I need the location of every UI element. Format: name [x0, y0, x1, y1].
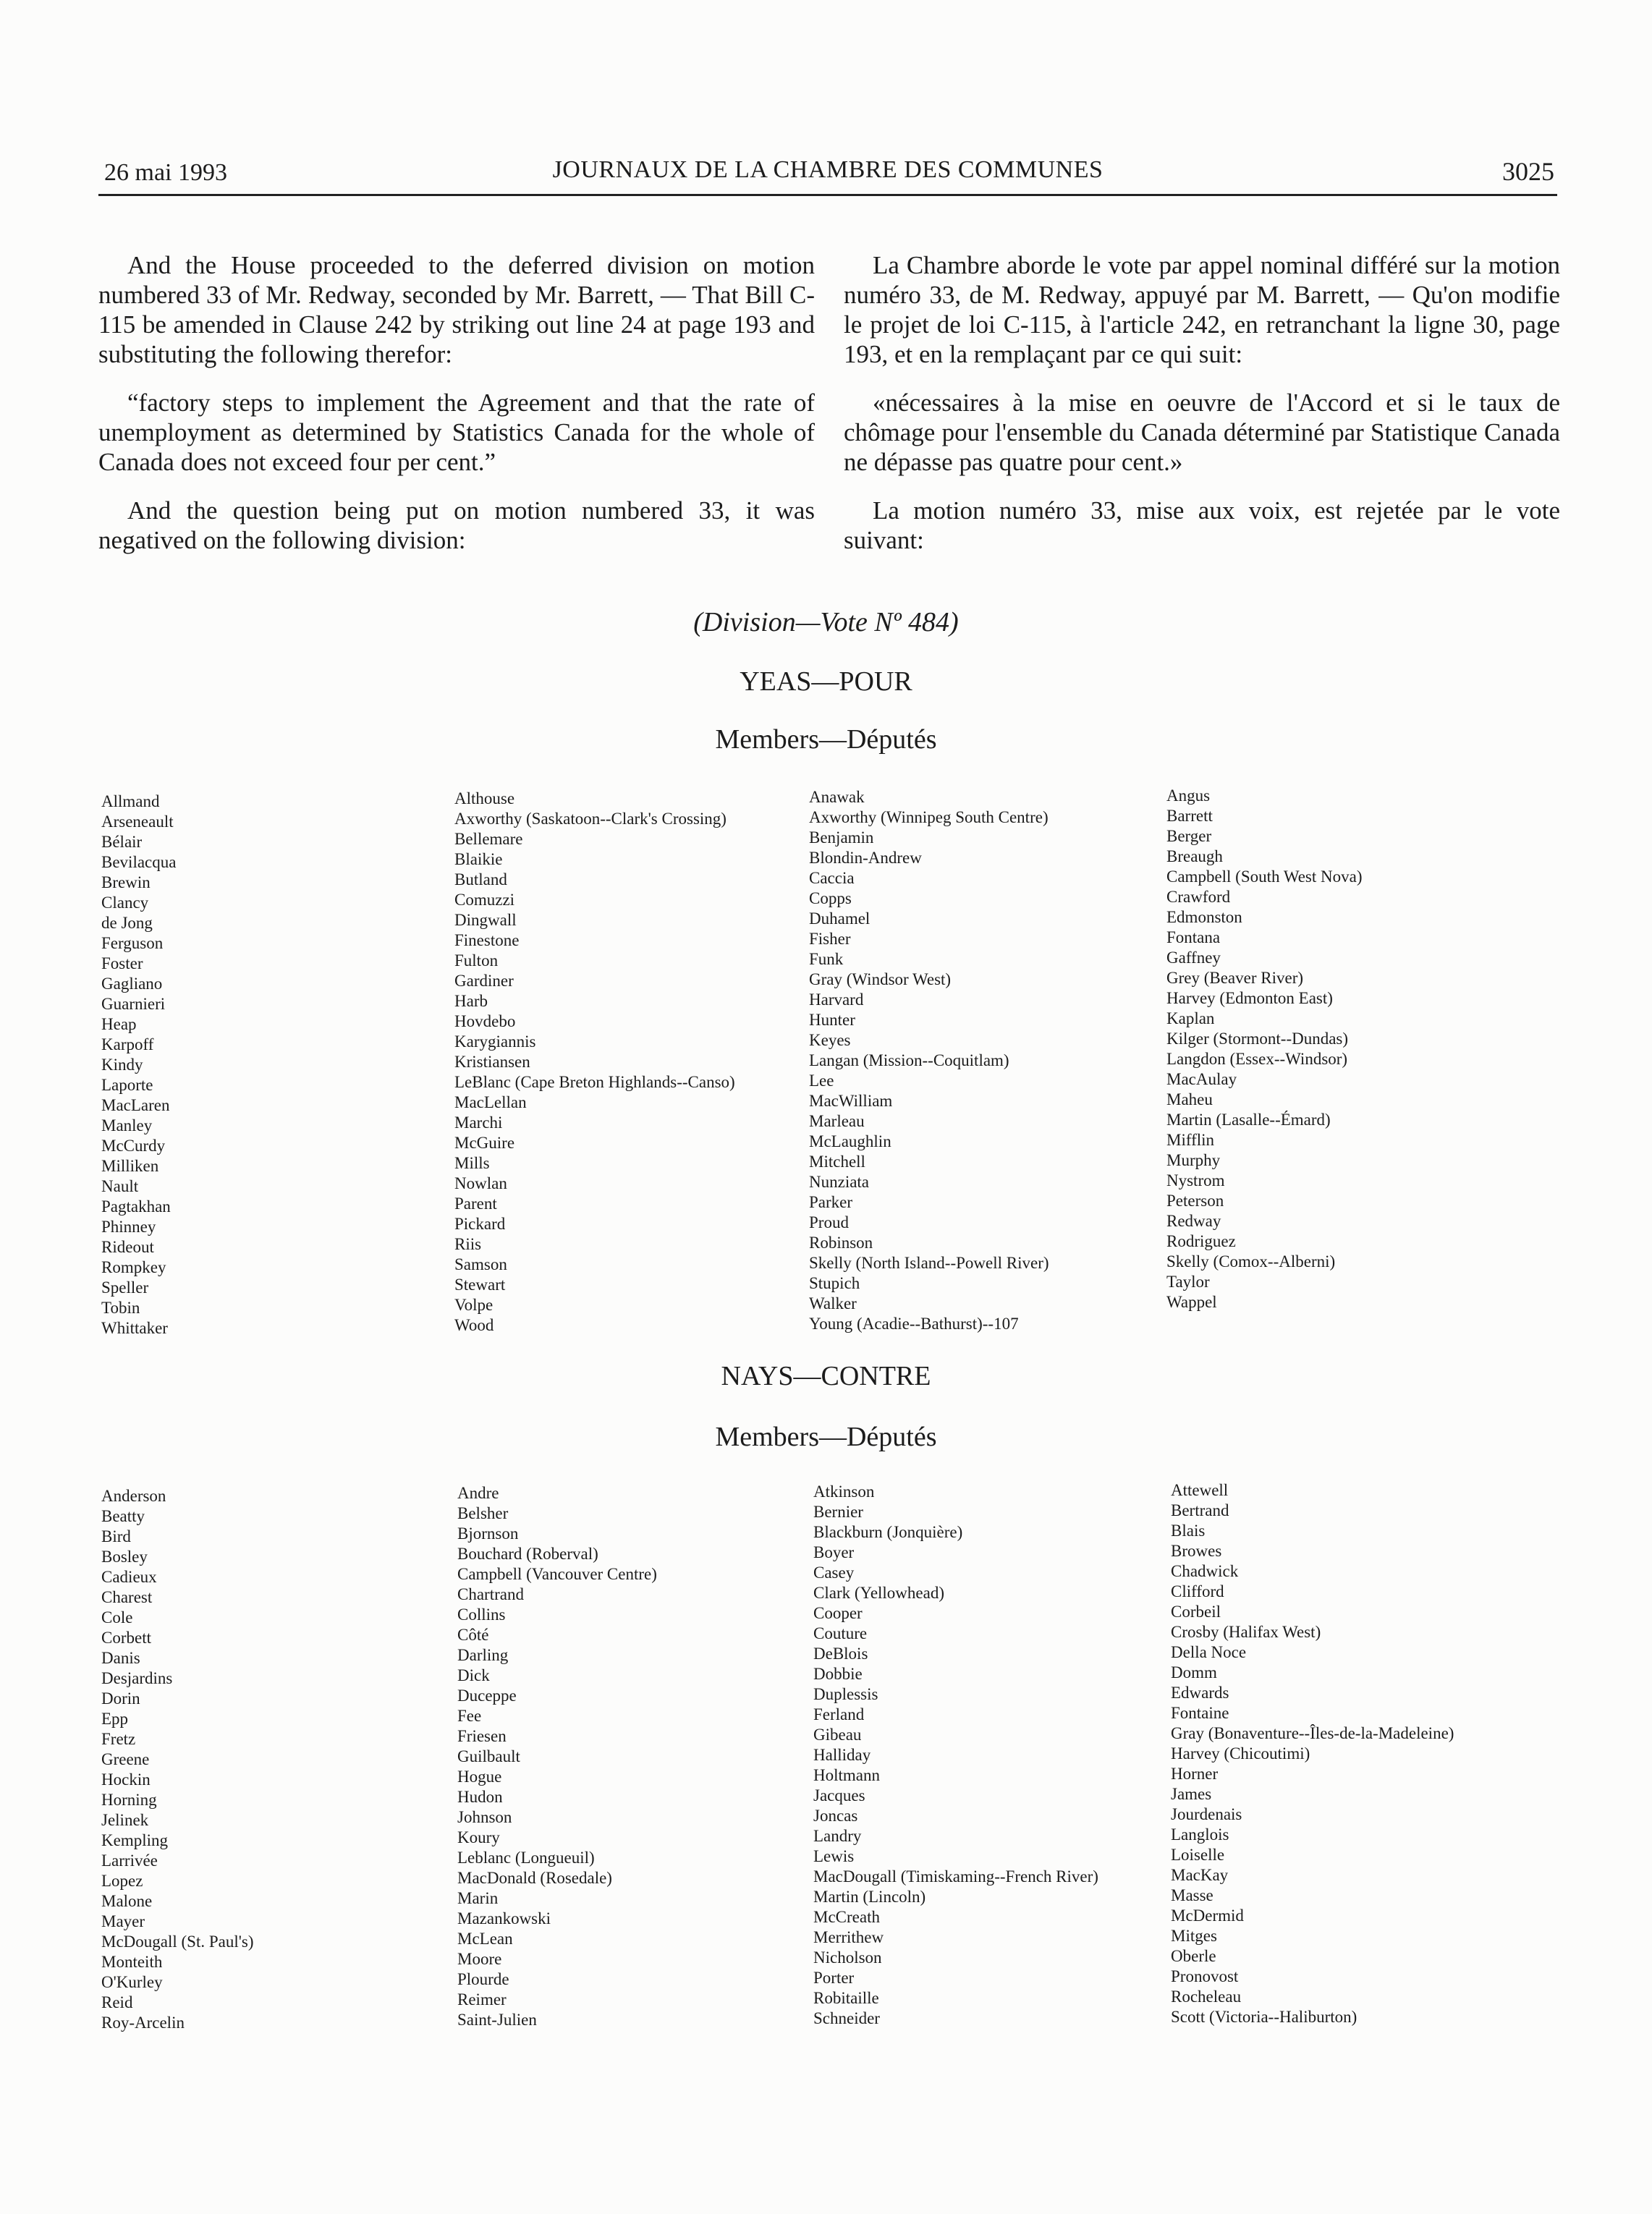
member-name: Gagliano [101, 975, 163, 993]
french-quoted-text: «nécessaires à la mise en oeuvre de l'Accord et si le taux de chômage pour l'ensemble du Canada déterminé par Statistique Canada ne dépasse pas quatre pour cent.» [844, 389, 1560, 476]
member-name: Tobin [101, 1299, 140, 1317]
member-name: Hockin [101, 1770, 151, 1789]
page-number: 3025 [1502, 157, 1554, 186]
member-name: Loiselle [1171, 1846, 1225, 1864]
member-name: Bjornson [457, 1524, 519, 1543]
member-name: MacLellan [454, 1093, 527, 1111]
member-name: Volpe [454, 1296, 494, 1314]
french-motion-paragraph: La Chambre aborde le vote par appel nominal différé sur la motion numéro 33, de M. Redway, appuyé par M. Barrett, — Qu'on modifie le projet de loi C-115, à l'article 242, en retranchant la ligne 30, page 193, et en la remplaçant par ce qui suit: [844, 251, 1560, 368]
member-name: Chadwick [1171, 1562, 1239, 1580]
member-name: Couture [813, 1624, 868, 1642]
yeas-list-column-3 [809, 787, 1156, 1334]
member-name: Samson [454, 1255, 507, 1273]
member-name: Caccia [809, 869, 855, 887]
member-name: Harb [454, 992, 488, 1010]
member-name: Masse [1171, 1886, 1213, 1904]
member-name: Atkinson [813, 1483, 875, 1501]
member-name: Kilger (Stormont--Dundas) [1166, 1030, 1349, 1048]
member-name: Edmonston [1166, 908, 1242, 926]
member-name: Foster [101, 954, 143, 972]
member-name: Ferland [813, 1705, 865, 1723]
member-name: Horner [1171, 1765, 1219, 1783]
member-name: Porter [813, 1969, 855, 1987]
member-name: Casey [813, 1564, 855, 1582]
member-name: Young (Acadie--Bathurst)--107 [809, 1315, 1019, 1333]
member-name: Pickard [454, 1215, 506, 1233]
member-name: Corbeil [1171, 1603, 1221, 1621]
member-name: Bouchard (Roberval) [457, 1545, 598, 1563]
member-name: de Jong [101, 914, 153, 932]
member-name: Kindy [101, 1056, 143, 1074]
member-name: Clark (Yellowhead) [813, 1584, 944, 1602]
member-name: Saint-Julien [457, 2011, 537, 2029]
member-name: Bertrand [1171, 1501, 1229, 1519]
member-name: Hovdebo [454, 1012, 516, 1030]
member-name: Lee [809, 1072, 834, 1090]
member-name: Walker [809, 1294, 857, 1312]
member-name: Mills [454, 1154, 490, 1172]
member-name: Greene [101, 1750, 150, 1768]
member-name: Lopez [101, 1872, 143, 1890]
member-name: Axworthy (Winnipeg South Centre) [809, 808, 1049, 826]
member-name: MacLaren [101, 1096, 170, 1114]
member-name: MacKay [1171, 1866, 1229, 1884]
member-name: Berger [1166, 827, 1212, 845]
member-name: Blais [1171, 1522, 1206, 1540]
member-name: Holtmann [813, 1766, 880, 1784]
member-name: Belsher [457, 1504, 509, 1522]
member-name: McLaughlin [809, 1132, 891, 1150]
member-name: Skelly (Comox--Alberni) [1166, 1252, 1336, 1271]
member-name: Rodriguez [1166, 1232, 1236, 1250]
member-name: Blaikie [454, 850, 503, 868]
member-name: Desjardins [101, 1669, 173, 1687]
member-name: Edwards [1171, 1684, 1229, 1702]
nays-list-column-3 [813, 1482, 1161, 2029]
member-name: Darling [457, 1646, 509, 1664]
member-name: Bellemare [454, 830, 523, 848]
member-name: Pronovost [1171, 1967, 1239, 1985]
member-name: Maheu [1166, 1090, 1213, 1108]
member-name: Wood [454, 1316, 494, 1334]
yeas-subheading: Members—Députés [715, 724, 937, 755]
member-name: Gaffney [1166, 949, 1221, 967]
member-name: DeBlois [813, 1645, 868, 1663]
member-name: Della Noce [1171, 1643, 1247, 1661]
member-name: Côté [457, 1626, 489, 1644]
member-name: Danis [101, 1649, 140, 1667]
member-name: Mifflin [1166, 1131, 1215, 1149]
member-name: Redway [1166, 1212, 1221, 1230]
member-name: Karygiannis [454, 1032, 536, 1051]
english-column [98, 250, 815, 574]
member-name: Guarnieri [101, 995, 166, 1013]
member-name: MacAulay [1166, 1070, 1237, 1088]
french-column [844, 250, 1560, 574]
member-name: Marleau [809, 1112, 865, 1130]
member-name: Langdon (Essex--Windsor) [1166, 1050, 1348, 1068]
member-name: Attewell [1171, 1481, 1229, 1499]
member-name: Koury [457, 1828, 500, 1846]
member-name: Gibeau [813, 1726, 862, 1744]
member-name: Bevilacqua [101, 853, 177, 871]
english-quoted-text: “factory steps to implement the Agreement and that the rate of unemployment as determined by Statistics Canada for the whole of Canada does not exceed four per cent.” [98, 389, 815, 476]
member-name: Epp [101, 1710, 129, 1728]
member-name: Nault [101, 1177, 139, 1195]
member-name: Kristiansen [454, 1053, 530, 1071]
nays-heading: NAYS—CONTRE [721, 1361, 931, 1391]
member-name: Cadieux [101, 1568, 157, 1586]
member-name: Moore [457, 1950, 502, 1968]
member-name: Hogue [457, 1768, 502, 1786]
member-name: Milliken [101, 1157, 159, 1175]
page-header [98, 153, 1557, 196]
member-name: Barrett [1166, 807, 1213, 825]
french-result-paragraph: La motion numéro 33, mise aux voix, est rejetée par le vote suivant: [844, 496, 1560, 554]
member-name: Riis [454, 1235, 482, 1253]
member-name: Nystrom [1166, 1171, 1225, 1189]
member-name: Fretz [101, 1730, 136, 1748]
member-name: Martin (Lasalle--Émard) [1166, 1111, 1331, 1129]
member-name: Pagtakhan [101, 1197, 171, 1216]
member-name: Bird [101, 1527, 131, 1545]
header-date: 26 mai 1993 [104, 159, 227, 186]
member-name: Mitchell [809, 1153, 865, 1171]
member-name: Fee [457, 1707, 482, 1725]
member-name: McDermid [1171, 1906, 1244, 1925]
member-name: Laporte [101, 1076, 153, 1094]
member-name: Martin (Lincoln) [813, 1888, 926, 1906]
member-name: Mitges [1171, 1927, 1217, 1945]
nays-list-column-4 [1171, 1480, 1518, 2027]
member-name: Blackburn (Jonquière) [813, 1523, 963, 1541]
member-name: Monteith [101, 1953, 163, 1971]
member-name: Phinney [101, 1218, 156, 1236]
member-name: Karpoff [101, 1035, 154, 1053]
member-name: Murphy [1166, 1151, 1221, 1169]
member-name: Axworthy (Saskatoon--Clark's Crossing) [454, 810, 727, 828]
member-name: Taylor [1166, 1273, 1210, 1291]
member-name: Schneider [813, 2009, 880, 2027]
member-name: Skelly (North Island--Powell River) [809, 1254, 1049, 1272]
member-name: Lewis [813, 1847, 855, 1865]
member-name: Merrithew [813, 1928, 884, 1946]
member-name: McDougall (St. Paul's) [101, 1933, 254, 1951]
member-name: Jourdenais [1171, 1805, 1242, 1823]
member-name: Corbett [101, 1629, 151, 1647]
member-name: Fontana [1166, 928, 1221, 946]
member-name: Gray (Bonaventure--Îles-de-la-Madeleine) [1171, 1724, 1454, 1742]
member-name: Stewart [454, 1276, 506, 1294]
member-name: Harvard [809, 991, 864, 1009]
member-name: Guilbault [457, 1747, 520, 1765]
nays-list-column-1 [101, 1486, 449, 2033]
member-name: Malone [101, 1892, 153, 1910]
member-name: Jelinek [101, 1811, 149, 1829]
member-name: MacDougall (Timiskaming--French River) [813, 1867, 1098, 1886]
member-name: Horning [101, 1791, 157, 1809]
member-name: Rompkey [101, 1258, 166, 1276]
member-name: Rideout [101, 1238, 154, 1256]
member-name: Heap [101, 1015, 137, 1033]
yeas-list-column-4 [1166, 786, 1514, 1312]
member-name: Peterson [1166, 1192, 1224, 1210]
member-name: Harvey (Edmonton East) [1166, 989, 1333, 1007]
member-name: Funk [809, 950, 844, 968]
member-name: Kempling [101, 1831, 168, 1849]
member-name: Scott (Victoria--Haliburton) [1171, 2008, 1357, 2026]
yeas-list-column-1 [101, 792, 449, 1339]
member-name: Chartrand [457, 1585, 524, 1603]
member-name: Fulton [454, 951, 499, 970]
member-name: Langlois [1171, 1825, 1229, 1844]
member-name: Mayer [101, 1912, 145, 1930]
member-name: Finestone [454, 931, 520, 949]
member-name: Hudon [457, 1788, 503, 1806]
member-name: Copps [809, 889, 852, 907]
member-name: Proud [809, 1213, 849, 1231]
member-name: Benjamin [809, 828, 874, 847]
member-name: Clancy [101, 894, 149, 912]
nays-subheading: Members—Députés [715, 1422, 937, 1452]
member-name: Dorin [101, 1689, 140, 1708]
member-name: Anderson [101, 1487, 166, 1505]
journal-title: JOURNAUX DE LA CHAMBRE DES COMMUNES [552, 156, 1104, 183]
member-name: Grey (Beaver River) [1166, 969, 1304, 987]
member-name: Kaplan [1166, 1009, 1215, 1027]
member-name: Boyer [813, 1543, 855, 1561]
member-name: Reimer [457, 1990, 507, 2009]
member-name: Comuzzi [454, 891, 515, 909]
member-name: Plourde [457, 1970, 509, 1988]
member-name: Langan (Mission--Coquitlam) [809, 1051, 1009, 1069]
member-name: Wappel [1166, 1293, 1217, 1311]
member-name: Marchi [454, 1114, 503, 1132]
member-name: Clifford [1171, 1582, 1224, 1600]
member-name: Friesen [457, 1727, 507, 1745]
member-name: Speller [101, 1278, 149, 1297]
yeas-heading: YEAS—POUR [740, 666, 912, 697]
member-name: Dick [457, 1666, 490, 1684]
member-name: Manley [101, 1116, 153, 1134]
member-name: Gardiner [454, 972, 514, 990]
member-name: Nunziata [809, 1173, 870, 1191]
member-name: Hunter [809, 1011, 855, 1029]
member-name: Marin [457, 1889, 499, 1907]
division-label: (Division—Vote Nº 484) [693, 607, 959, 637]
member-name: Browes [1171, 1542, 1222, 1560]
member-name: Charest [101, 1588, 153, 1606]
member-name: Crawford [1166, 888, 1231, 906]
nays-list-column-2 [457, 1483, 805, 2030]
english-result-paragraph: And the question being put on motion numbered 33, it was negatived on the following division: [98, 496, 815, 554]
member-name: Fisher [809, 930, 851, 948]
member-name: Blondin-Andrew [809, 849, 922, 867]
member-name: Butland [454, 870, 507, 888]
member-name: Bélair [101, 833, 143, 851]
member-name: Cole [101, 1608, 133, 1626]
member-name: Mazankowski [457, 1909, 551, 1927]
yeas-list-column-2 [454, 789, 802, 1336]
member-name: Andre [457, 1484, 499, 1502]
member-name: Halliday [813, 1746, 871, 1764]
english-motion-paragraph: And the House proceeded to the deferred division on motion numbered 33 of Mr. Redway, seconded by Mr. Barrett, — That Bill C-115 be amended in Clause 242 by striking out line 24 at page 193 and substituting the following therefor: [98, 251, 815, 368]
member-name: Leblanc (Longueuil) [457, 1849, 595, 1867]
member-name: Robinson [809, 1234, 873, 1252]
member-name: Jacques [813, 1786, 865, 1804]
member-name: Nicholson [813, 1948, 882, 1967]
member-name: Rocheleau [1171, 1988, 1242, 2006]
member-name: Gray (Windsor West) [809, 970, 952, 988]
member-name: MacWilliam [809, 1092, 893, 1110]
member-name: Whittaker [101, 1319, 168, 1337]
member-name: Angus [1166, 786, 1211, 805]
member-name: Robitaille [813, 1989, 879, 2007]
member-name: Roy-Arcelin [101, 2014, 185, 2032]
member-name: Brewin [101, 873, 151, 891]
member-name: Arseneault [101, 813, 174, 831]
member-name: Nowlan [454, 1174, 507, 1192]
member-name: James [1171, 1785, 1212, 1803]
member-name: Reid [101, 1993, 133, 2011]
member-name: Duplessis [813, 1685, 878, 1703]
member-name: Bernier [813, 1503, 863, 1521]
member-name: Ferguson [101, 934, 164, 952]
member-name: McCreath [813, 1908, 880, 1926]
member-name: Campbell (South West Nova) [1166, 868, 1363, 886]
member-name: Althouse [454, 789, 515, 807]
member-name: Keyes [809, 1031, 851, 1049]
member-name: Cooper [813, 1604, 863, 1622]
member-name: LeBlanc (Cape Breton Highlands--Canso) [454, 1073, 735, 1091]
member-name: Collins [457, 1606, 506, 1624]
member-name: Anawak [809, 788, 865, 806]
member-name: Larrivée [101, 1852, 158, 1870]
member-name: Beatty [101, 1507, 145, 1525]
member-name: Dobbie [813, 1665, 863, 1683]
member-name: Campbell (Vancouver Centre) [457, 1565, 657, 1583]
member-name: Harvey (Chicoutimi) [1171, 1744, 1310, 1763]
member-name: Duhamel [809, 909, 871, 928]
member-name: Landry [813, 1827, 862, 1845]
member-name: McLean [457, 1930, 513, 1948]
member-name: Duceppe [457, 1687, 517, 1705]
member-name: O'Kurley [101, 1973, 163, 1991]
member-name: Joncas [813, 1807, 858, 1825]
member-name: Stupich [809, 1274, 860, 1292]
member-name: McGuire [454, 1134, 515, 1152]
member-name: Oberle [1171, 1947, 1216, 1965]
member-name: Domm [1171, 1663, 1217, 1681]
member-name: Allmand [101, 792, 160, 810]
member-name: Dingwall [454, 911, 517, 929]
member-name: Parker [809, 1193, 853, 1211]
member-name: Breaugh [1166, 847, 1223, 865]
member-name: Johnson [457, 1808, 512, 1826]
member-name: Parent [454, 1195, 497, 1213]
member-name: McCurdy [101, 1137, 166, 1155]
member-name: Crosby (Halifax West) [1171, 1623, 1321, 1641]
member-name: MacDonald (Rosedale) [457, 1869, 612, 1887]
member-name: Bosley [101, 1548, 148, 1566]
member-name: Fontaine [1171, 1704, 1229, 1722]
